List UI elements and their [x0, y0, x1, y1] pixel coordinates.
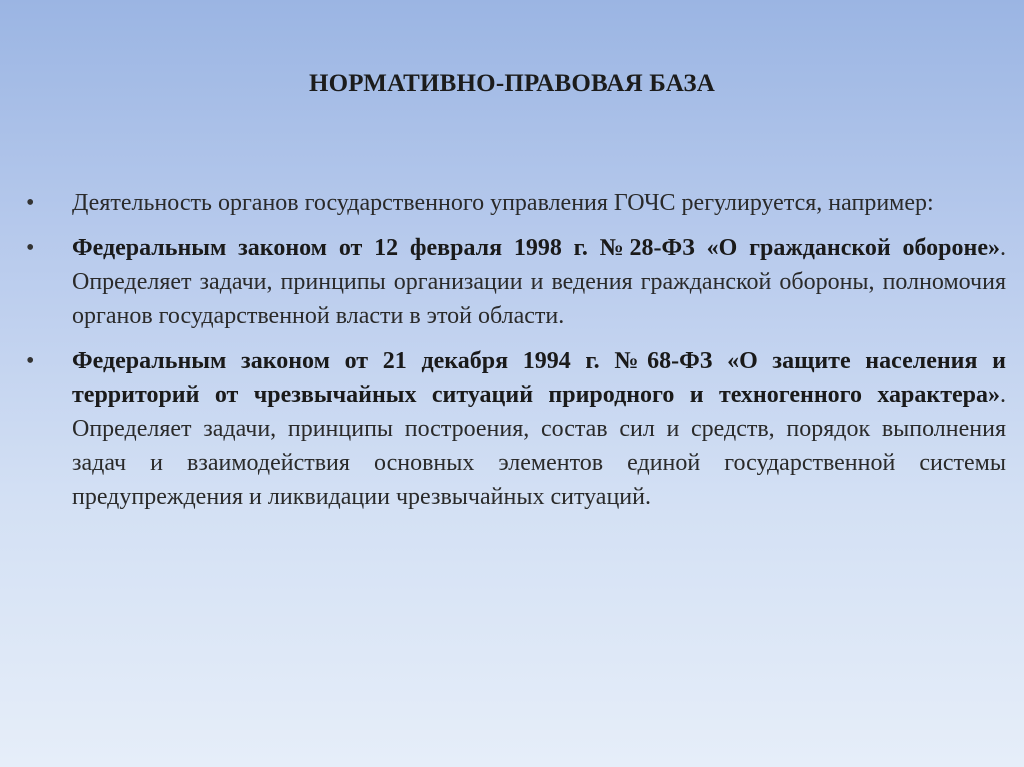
bullet-bold-text: Федеральным законом от 21 декабря 1994 г. №68-ФЗ «О защите населения и территорий от чрезвычайных ситуаций природного и техногенного характера»: [72, 348, 1006, 408]
bullet-icon: •: [26, 190, 35, 216]
bullet-list: [26, 186, 1006, 525]
slide-title: НОРМАТИВНО-ПРАВОВАЯ БАЗА: [309, 70, 715, 97]
bullet-regular-text: Деятельность органов государственного управления ГОЧС регулируется, например:: [72, 190, 934, 216]
bullet-bold-text: Федеральным законом от 12 февраля 1998 г. №28-ФЗ «О гражданской обороне»: [72, 235, 1000, 261]
bullet-item: [26, 344, 1006, 514]
bullet-regular-text: . Определяет задачи, принципы построения, состав сил и средств, порядок выполнения задач и взаимодействия основных элементов единой государственной системы предупреждения и ликвидации чрезвычайных ситуаций.: [72, 382, 1006, 510]
bullet-icon: •: [26, 348, 35, 374]
bullet-text: [72, 231, 1006, 333]
bullet-regular-text: . Определяет задачи, принципы организации и ведения гражданской обороны, полномочия органов государственной власти в этой области.: [72, 235, 1006, 329]
bullet-text: [72, 186, 1006, 220]
bullet-item: [26, 231, 1006, 333]
bullet-text: [72, 344, 1006, 514]
bullet-item: [26, 186, 1006, 220]
bullet-icon: •: [26, 235, 35, 261]
